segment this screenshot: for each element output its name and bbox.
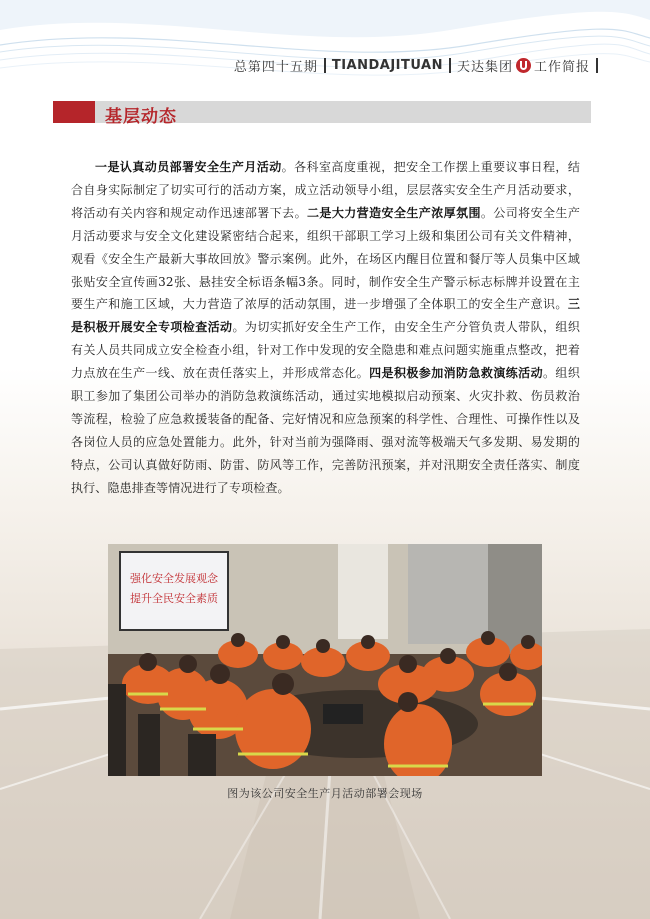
point-text-2: 。公司将安全生产月活动要求与安全文化建设紧密结合起来，组织干部职工学习上级和集团公司有关文件精神，观看《安全生产最新大事故回放》警示案例。此外，在场区内醒目位置和餐厅等人员集中区域张贴安全宣传画32张、悬挂安全标语条幅3条。同时，制作安全生产警示标志标牌并设置在主要生产和施工区域，大力营造了浓厚的活动氛围，进一步增强了全体职工的安全生产意识。 (71, 205, 581, 312)
point-heading-3: 三是积极开展安全专项检查活动 (71, 297, 580, 335)
section-accent-block (53, 101, 95, 123)
meeting-photo (108, 544, 542, 776)
company-logo-icon (516, 58, 531, 73)
point-text-4: 。组织职工参加了集团公司举办的消防急救演练活动，通过实地模拟启动预案、火灾扑救、伤员救治等流程，检验了应急救援装备的配备、完好情况和应急预案的科学性、合理性、可操作性以及各岗位人员的应急处置能力。此外，针对当前为强降雨、强对流等极端天气多发期、易发期的特点，公司认真做好防雨、防雷、防风等工作，完善防汛预案，并对汛期安全责任落实、制度执行、隐患排查等情况进行了专项检查。 (71, 366, 581, 495)
point-heading-4: 四是积极参加消防急救演练活动 (369, 366, 544, 381)
header-divider (449, 58, 451, 73)
brand-name: TIANDAJITUAN (331, 58, 443, 73)
section-title: 基层动态 (105, 107, 177, 127)
header-divider (596, 58, 598, 73)
header-wave-decoration (0, 0, 650, 95)
header-divider (324, 58, 326, 73)
section-header-bar (53, 101, 591, 127)
article-body (71, 156, 580, 500)
article-paragraph (71, 156, 580, 500)
point-heading-2: 二是大力营造安全生产浓厚氛围 (307, 205, 481, 220)
photo-caption: 图为该公司安全生产月活动部署会现场 (227, 787, 423, 800)
point-text-1: 。各科室高度重视，把安全工作摆上重要议事日程，结合自身实际制定了切实可行的活动方案，成立活动领导小组，层层落实安全生产月活动要求，将活动有关内容和规定动作迅速部署下去。 (71, 160, 580, 220)
point-heading-1: 一是认真动员部署安全生产月活动 (95, 160, 282, 174)
newsletter-name: 工作简报 (533, 60, 590, 75)
point-text-3: 。为切实抓好安全生产工作，由安全生产分管负责人带队，组织有关人员共同成立安全检查小组，针对工作中发现的安全隐患和难点问题实施重点整改，把着力点放在生产一线、放在责任落实上，并形成常态化。 (71, 320, 581, 381)
screen-slogan-1: 强化安全发展观念 (130, 572, 218, 585)
company-name: 天达集团 (456, 60, 513, 75)
issue-number: 总第四十五期 (233, 60, 318, 75)
page-header (234, 56, 604, 75)
screen-slogan-2: 提升全民安全素质 (130, 592, 218, 605)
